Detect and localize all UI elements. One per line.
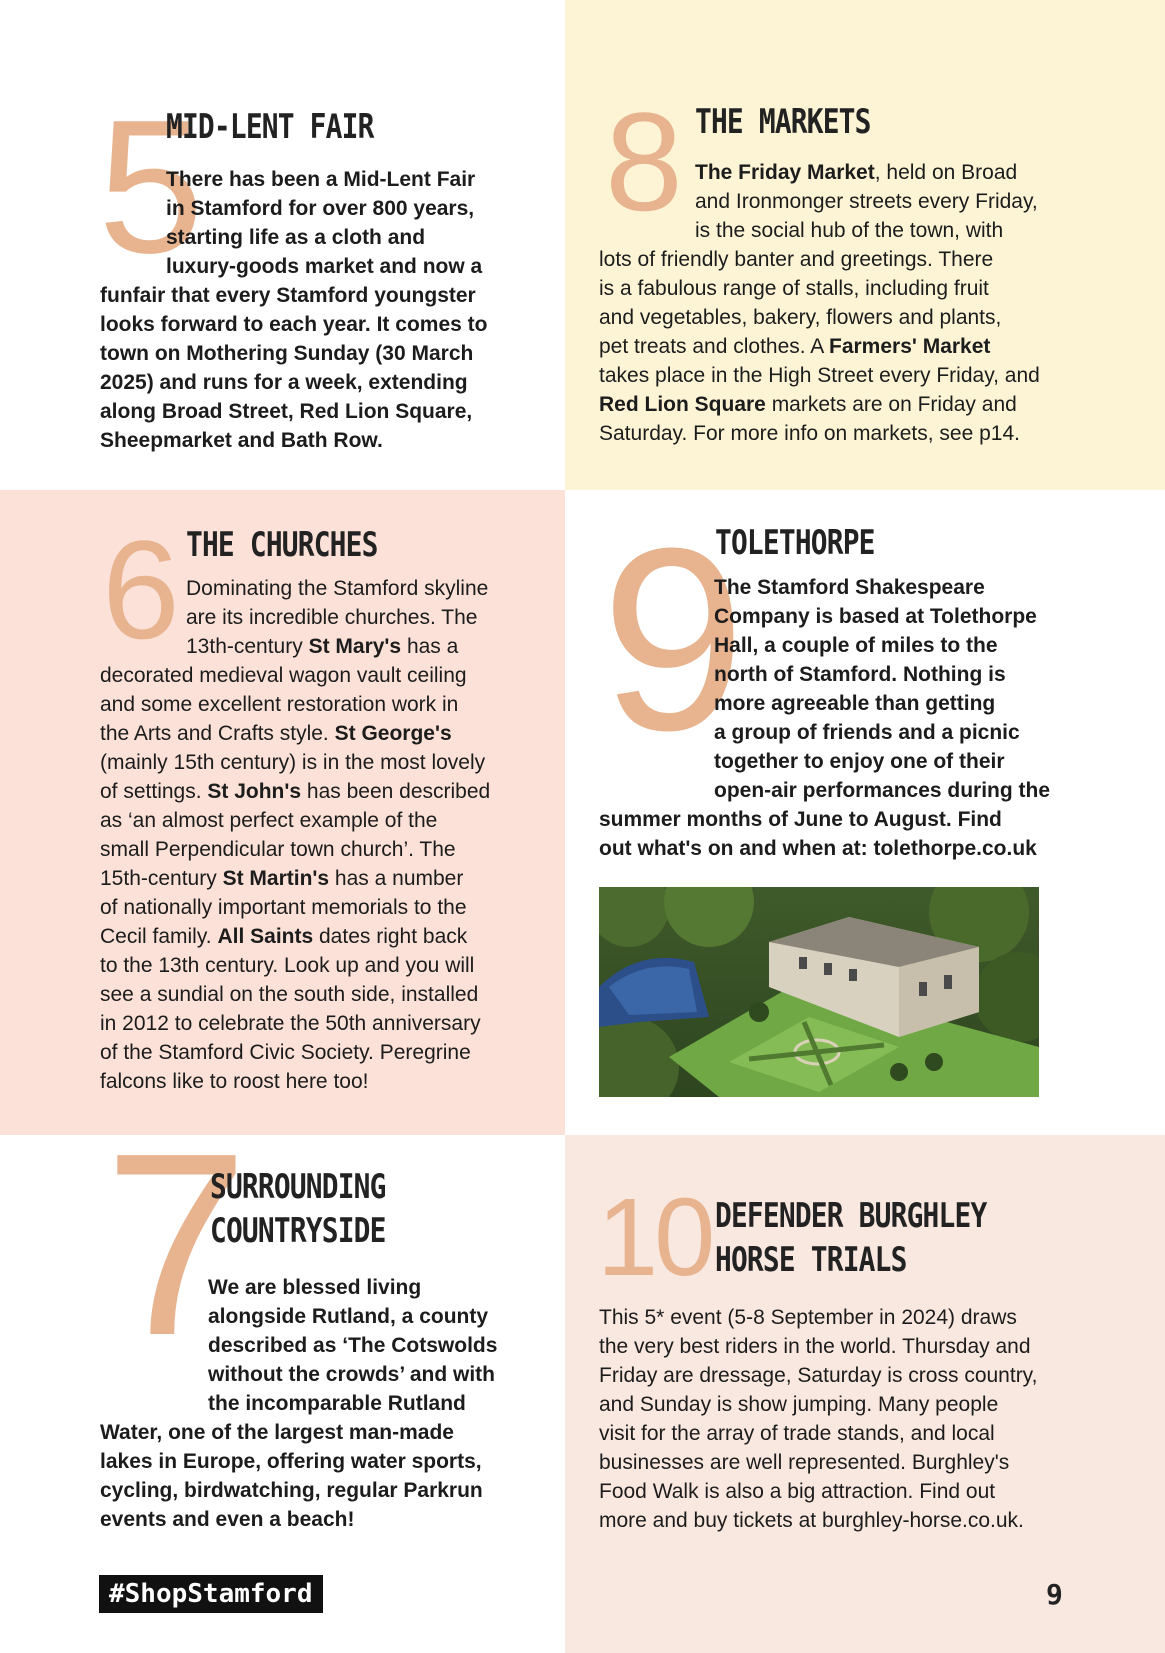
- body-line: and Sunday is show jumping. Many people: [599, 1393, 999, 1416]
- body-text: dates right back: [313, 925, 468, 948]
- body-text: has a number: [329, 867, 464, 890]
- body-line: a group of friends and a picnic: [714, 721, 1020, 744]
- body-line: decorated medieval wagon vault ceiling: [100, 664, 467, 687]
- tolethorpe-hall-photo: [599, 887, 1039, 1097]
- body-line: [100, 864, 490, 893]
- highlight-st-martins: St Martin's: [222, 867, 330, 890]
- section-title: THE MARKETS: [695, 102, 871, 142]
- body-text: pet treats and clothes. A: [599, 335, 829, 358]
- section-body: [599, 1303, 1037, 1535]
- body-line: in 2012 to celebrate the 50th anniversary: [100, 1012, 481, 1035]
- body-line: [695, 158, 1038, 187]
- body-line: Company is based at Tolethorpe: [714, 605, 1037, 628]
- section-body-cont: [100, 1418, 483, 1534]
- highlight-st-johns: St John's: [207, 780, 302, 803]
- highlight-red-lion-square: Red Lion Square: [599, 393, 766, 416]
- section-body-cont: [599, 805, 1037, 863]
- topiary: [749, 1002, 769, 1022]
- body-text: 13th-century: [186, 635, 309, 658]
- body-line: looks forward to each year. It comes to: [100, 313, 488, 336]
- body-line: lots of friendly banter and greetings. There: [599, 248, 994, 271]
- body-line: and vegetables, bakery, flowers and plants,: [599, 306, 1002, 329]
- section-title-line1: SURROUNDING: [210, 1167, 386, 1207]
- body-line: Sheepmarket and Bath Row.: [100, 429, 383, 452]
- body-line: of the Stamford Civic Society. Peregrine: [100, 1041, 471, 1064]
- body-line: without the crowds’ and with: [208, 1363, 495, 1386]
- section-title-line1: DEFENDER BURGHLEY: [715, 1196, 987, 1236]
- section-body: [186, 574, 488, 661]
- body-line: are its incredible churches. The: [186, 606, 478, 629]
- highlight-all-saints: All Saints: [217, 925, 314, 948]
- section-title: TOLETHORPE: [715, 523, 875, 563]
- body-line: out what's on and when at: tolethorpe.co.uk: [599, 837, 1037, 860]
- body-line: [100, 719, 490, 748]
- body-text: of settings.: [100, 780, 208, 803]
- section-title: THE CHURCHES: [186, 525, 378, 565]
- section-number: 9: [601, 495, 746, 785]
- section-markets: [565, 0, 1165, 490]
- body-line: [599, 390, 1040, 419]
- body-line: north of Stamford. Nothing is: [714, 663, 1006, 686]
- body-line: We are blessed living: [208, 1276, 422, 1299]
- body-line: Water, one of the largest man-made: [100, 1421, 454, 1444]
- body-line: in Stamford for over 800 years,: [166, 197, 475, 220]
- body-line: to the 13th century. Look up and you will: [100, 954, 475, 977]
- section-number: 7: [104, 1135, 249, 1390]
- body-line: (mainly 15th century) is in the most lovely: [100, 751, 486, 774]
- section-body-cont: [599, 245, 1040, 448]
- section-churches: [0, 490, 565, 1135]
- body-line: funfair that every Stamford youngster: [100, 284, 476, 307]
- body-line: as ‘an almost perfect example of the: [100, 809, 438, 832]
- body-line: more agreeable than getting: [714, 692, 996, 715]
- body-line: together to enjoy one of their: [714, 750, 1005, 773]
- body-line: visit for the array of trade stands, and local: [599, 1422, 995, 1445]
- section-number: 6: [102, 511, 180, 668]
- body-line: events and even a beach!: [100, 1508, 355, 1531]
- section-number: 5: [98, 81, 204, 293]
- body-line: [599, 332, 1040, 361]
- body-line: Hall, a couple of miles to the: [714, 634, 998, 657]
- window: [849, 969, 857, 981]
- body-line: [186, 632, 488, 661]
- section-body: [208, 1273, 497, 1418]
- section-body: [166, 165, 482, 281]
- window: [919, 982, 927, 996]
- hashtag-badge: #ShopStamford: [99, 1575, 323, 1613]
- topiary: [925, 1053, 943, 1071]
- window: [824, 963, 832, 975]
- highlight-st-georges: St George's: [334, 722, 452, 745]
- body-line: The Stamford Shakespeare: [714, 576, 985, 599]
- section-title-line2: HORSE TRIALS: [715, 1240, 907, 1280]
- section-title-line2: COUNTRYSIDE: [210, 1211, 386, 1251]
- body-text: has been described: [301, 780, 491, 803]
- highlight-farmers-market: Farmers' Market: [829, 335, 991, 358]
- body-line: This 5* event (5-8 September in 2024) draws: [599, 1306, 1017, 1329]
- body-line: along Broad Street, Red Lion Square,: [100, 400, 473, 423]
- body-line: takes place in the High Street every Friday, and: [599, 364, 1040, 387]
- body-text: has a: [401, 635, 459, 658]
- section-body-cont: [100, 661, 490, 1096]
- body-line: lakes in Europe, offering water sports,: [100, 1450, 482, 1473]
- body-line: Food Walk is also a big attraction. Find out: [599, 1480, 996, 1503]
- body-line: starting life as a cloth and: [166, 226, 426, 249]
- body-line: 2025) and runs for a week, extending: [100, 371, 468, 394]
- body-line: small Perpendicular town church’. The: [100, 838, 456, 861]
- body-line: Saturday. For more info on markets, see p14.: [599, 422, 1020, 445]
- body-line: falcons like to roost here too!: [100, 1070, 369, 1093]
- body-line: [100, 777, 490, 806]
- body-text: Cecil family.: [100, 925, 218, 948]
- topiary: [890, 1063, 908, 1081]
- body-line: [100, 922, 490, 951]
- section-mid-lent-fair: [0, 0, 565, 490]
- body-line: businesses are well represented. Burghley's: [599, 1451, 1010, 1474]
- page-number: 9: [1046, 1578, 1063, 1611]
- body-line: described as ‘The Cotswolds: [208, 1334, 498, 1357]
- section-title: MID-LENT FAIR: [166, 107, 374, 147]
- body-text: the Arts and Crafts style.: [100, 722, 335, 745]
- section-number: 10: [597, 1176, 712, 1299]
- body-line: cycling, birdwatching, regular Parkrun: [100, 1479, 483, 1502]
- body-line: is a fabulous range of stalls, including fruit: [599, 277, 989, 300]
- body-line: Friday are dressage, Saturday is cross country,: [599, 1364, 1038, 1387]
- body-line: alongside Rutland, a county: [208, 1305, 489, 1328]
- body-text: markets are on Friday and: [765, 393, 1017, 416]
- section-body-cont: [100, 281, 487, 455]
- body-line: and some excellent restoration work in: [100, 693, 459, 716]
- body-line: see a sundial on the south side, installed: [100, 983, 479, 1006]
- section-burghley: [565, 1135, 1165, 1653]
- section-body: [714, 573, 1050, 805]
- body-line: of nationally important memorials to the: [100, 896, 467, 919]
- section-body: [695, 158, 1038, 245]
- body-line: There has been a Mid-Lent Fair: [166, 168, 476, 191]
- section-number: 8: [605, 83, 683, 240]
- body-line: the very best riders in the world. Thursday and: [599, 1335, 1031, 1358]
- highlight-st-marys: St Mary's: [308, 635, 402, 658]
- body-line: more and buy tickets at burghley-horse.co.uk.: [599, 1509, 1024, 1532]
- body-line: is the social hub of the town, with: [695, 219, 1004, 242]
- window: [799, 957, 807, 969]
- body-line: town on Mothering Sunday (30 March: [100, 342, 474, 365]
- body-line: summer months of June to August. Find: [599, 808, 1002, 831]
- highlight-friday-market: The Friday Market: [695, 161, 875, 184]
- window: [944, 975, 952, 989]
- body-line: luxury-goods market and now a: [166, 255, 483, 278]
- body-text: , held on Broad: [874, 161, 1018, 184]
- body-line: Dominating the Stamford skyline: [186, 577, 489, 600]
- section-tolethorpe: [565, 490, 1165, 1135]
- body-text: 15th-century: [100, 867, 223, 890]
- body-line: open-air performances during the: [714, 779, 1051, 802]
- body-line: and Ironmonger streets every Friday,: [695, 190, 1038, 213]
- body-line: the incomparable Rutland: [208, 1392, 466, 1415]
